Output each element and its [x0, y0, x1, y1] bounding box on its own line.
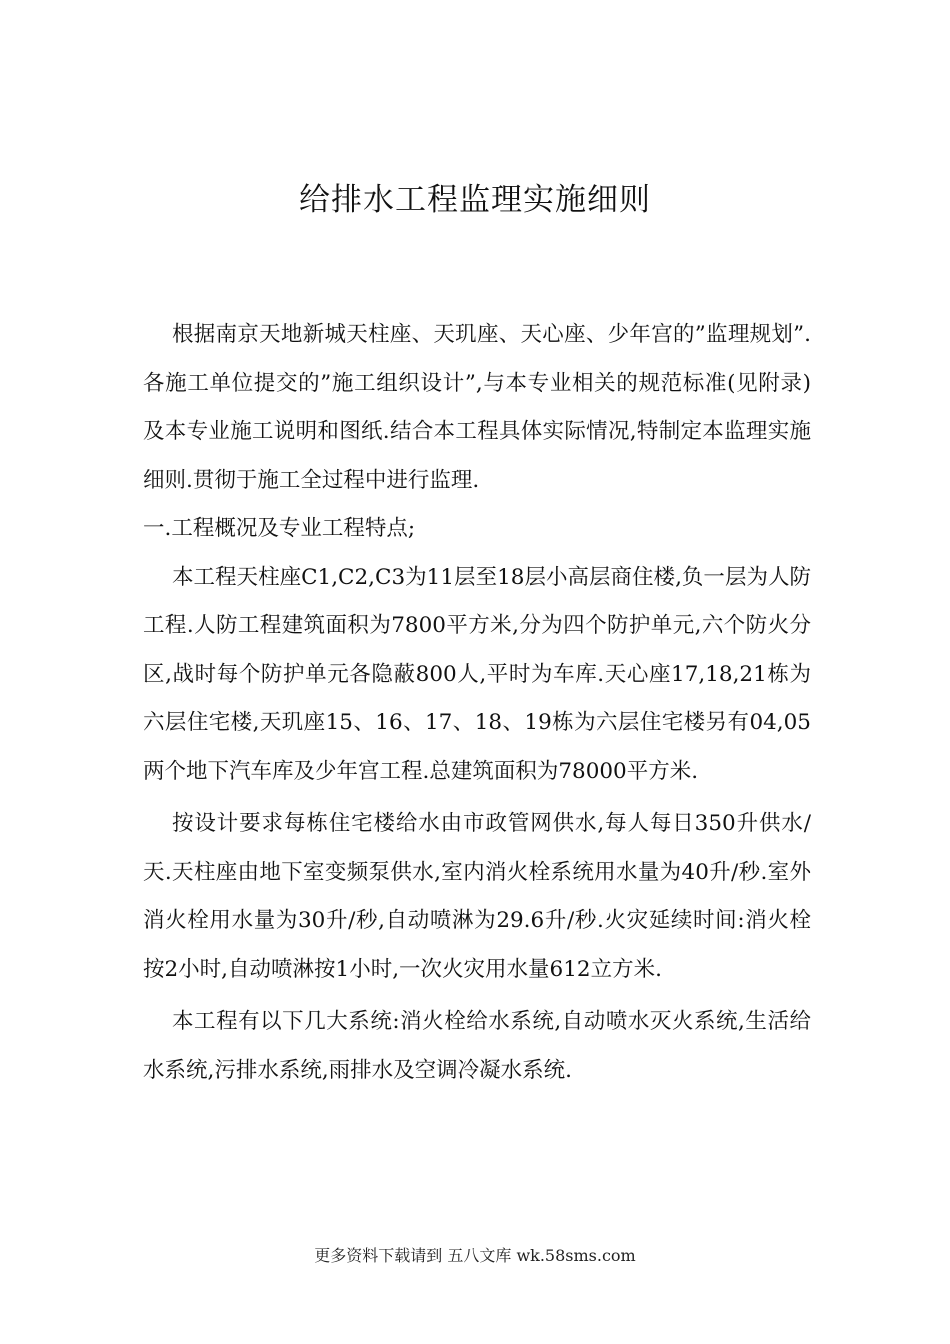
paragraph-water-supply: 按设计要求每栋住宅楼给水由市政管网供水,每人每日350升供水/天.天柱座由地下室变频泵供水,室内消火栓系统用水量为40升/秒.室外消火栓用水量为30升/秒,自动喷淋为29.6升/秒.火灾延续时间:消火栓按2小时,自动喷淋按1小时,一次火灾用水量612立方米.	[143, 811, 811, 982]
footer-download-note: 更多资料下载请到 五八文库 wk.58sms.com	[314, 1246, 636, 1265]
document-body	[143, 311, 811, 1095]
paragraph-systems: 本工程有以下几大系统:消火栓给水系统,自动喷水灭火系统,生活给水系统,污排水系统,雨排水及空调冷凝水系统.	[143, 1009, 811, 1083]
paragraph-project-overview: 本工程天柱座C1,C2,C3为11层至18层小高层商住楼,负一层为人防工程.人防工程建筑面积为7800平方米,分为四个防护单元,六个防火分区,战时每个防护单元各隐蔽800人,平时为车库.天心座17,18,21栋为六层住宅楼,天玑座15、16、17、18、19栋为六层住宅楼另有04,05两个地下汽车库及少年宫工程.总建筑面积为78000平方米.	[143, 564, 811, 784]
section-heading-overview: 一.工程概况及专业工程特点;	[143, 516, 416, 541]
paragraph-intro: 根据南京天地新城天柱座、天玑座、天心座、少年宫的”监理规划”.各施工单位提交的”施工组织设计”,与本专业相关的规范标准(见附录)及本专业施工说明和图纸.结合本工程具体实际情况,特制定本监理实施细则.贯彻于施工全过程中进行监理.	[143, 322, 811, 493]
document-title: 给排水工程监理实施细则	[299, 182, 651, 218]
